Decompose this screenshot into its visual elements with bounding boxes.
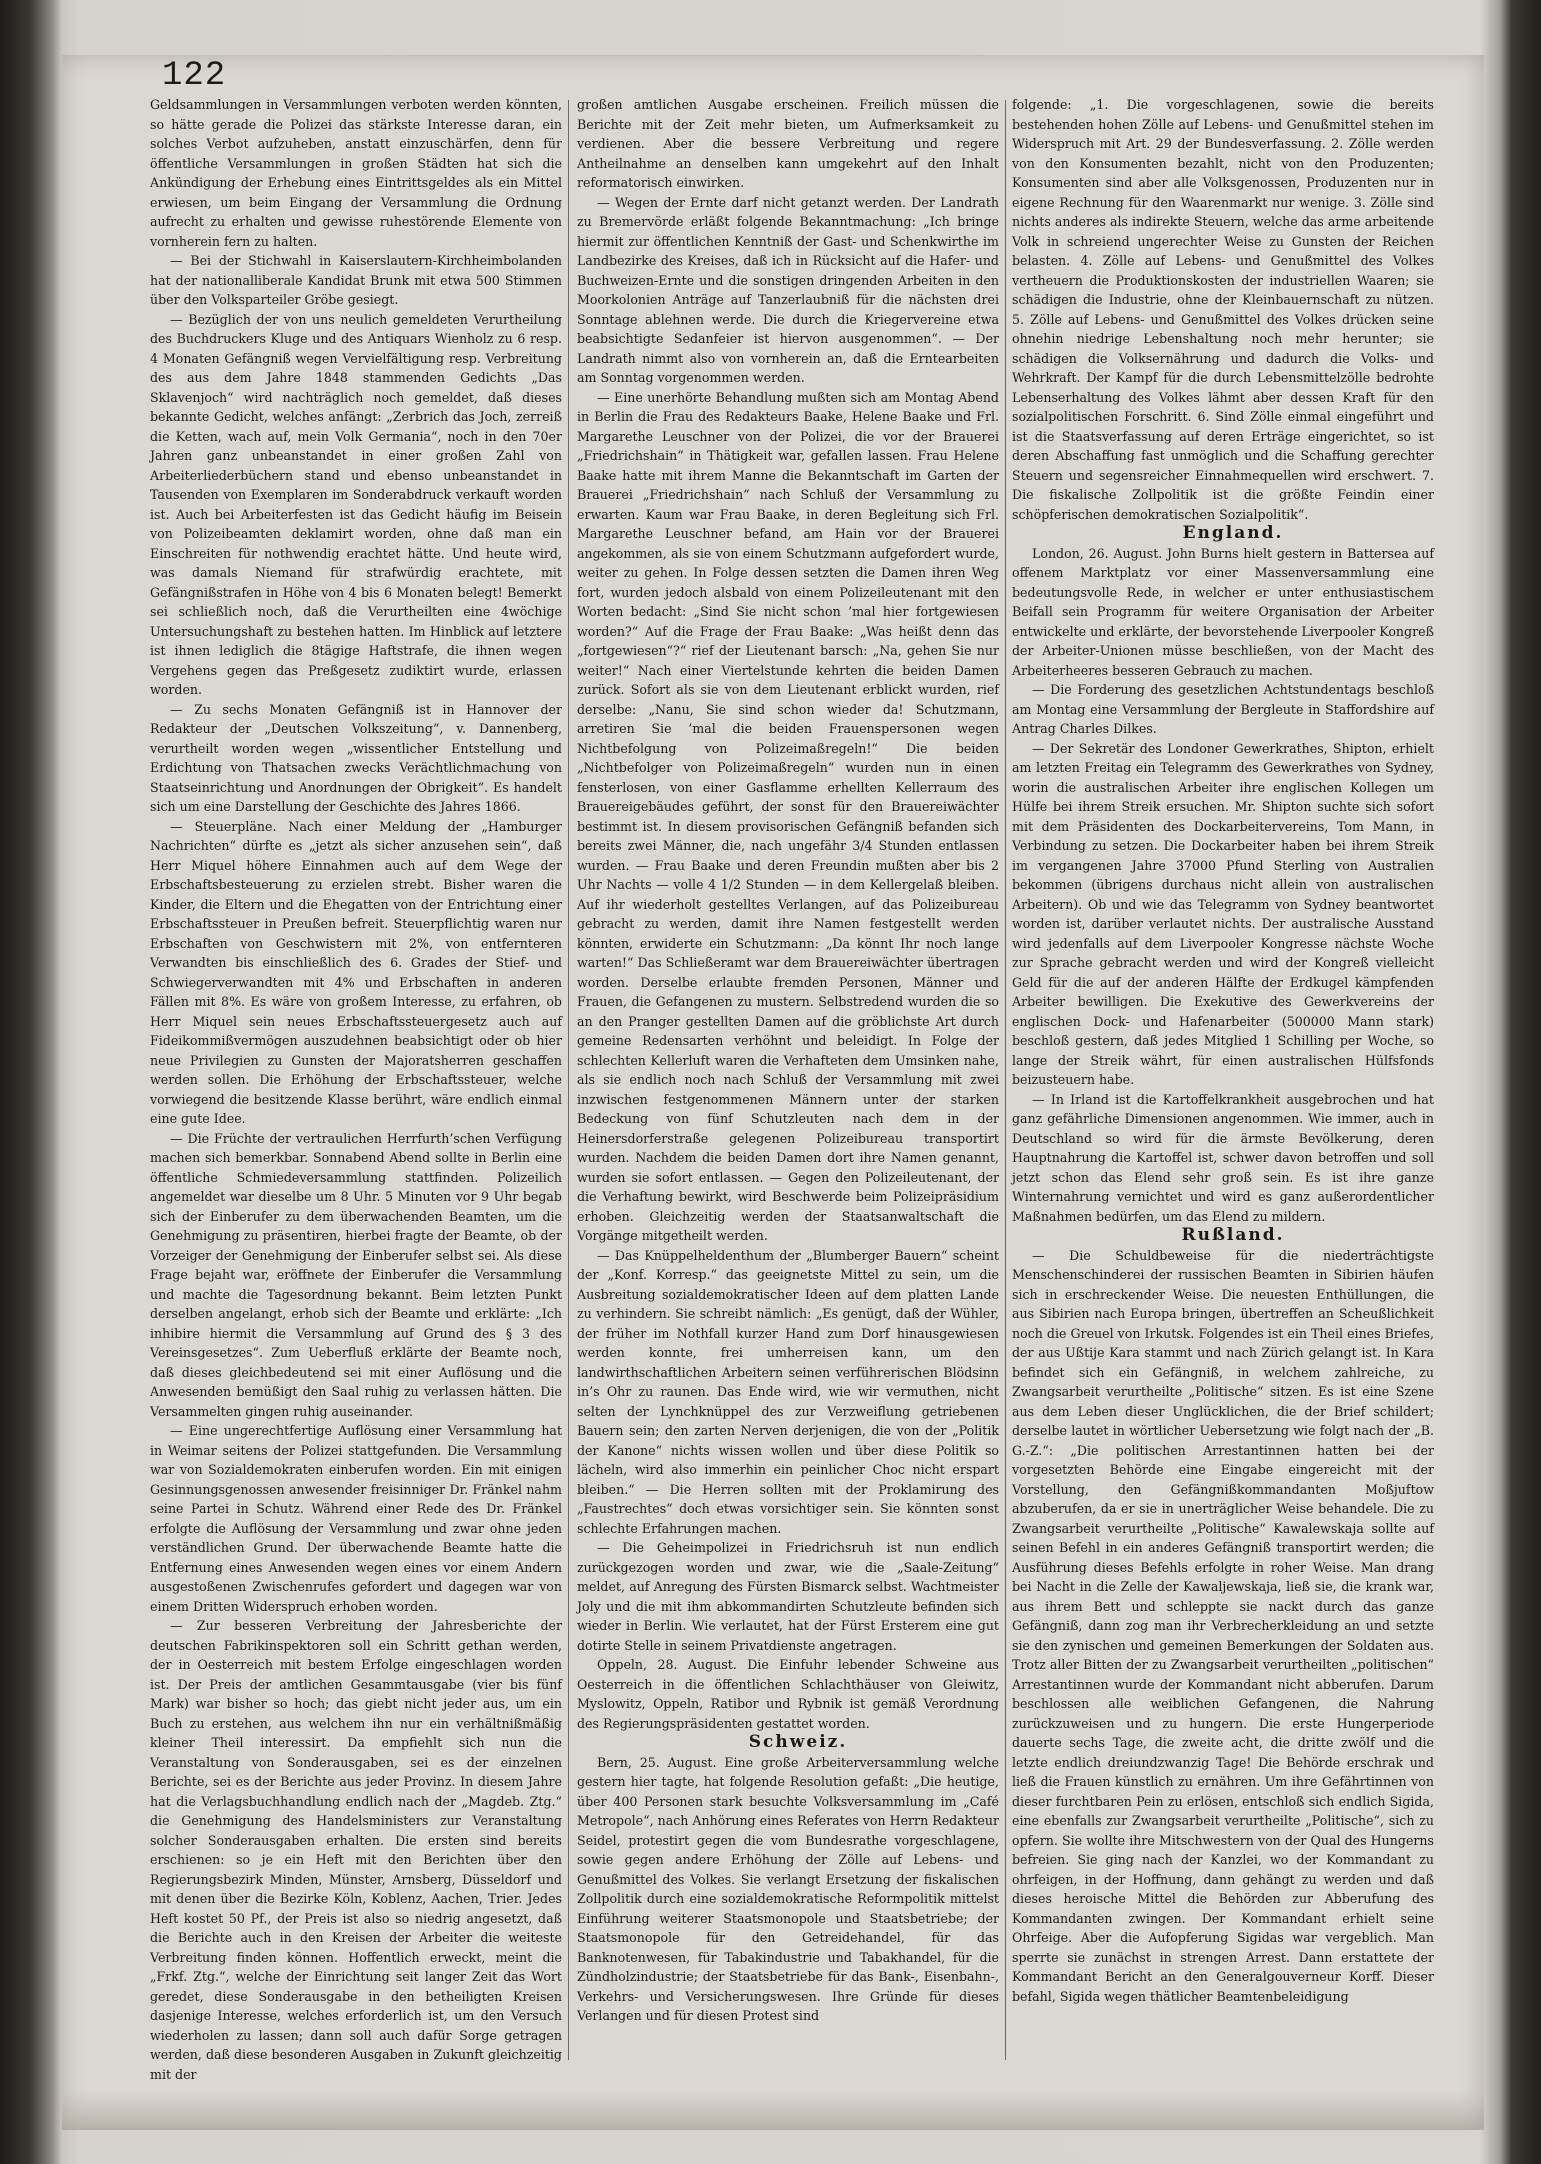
column-3 [1012,95,1434,2070]
column-2 [577,95,999,2070]
article-paragraph: — Bei der Stichwahl in Kaiserslautern-Kirchheimbolanden hat der nationalliberale Kandidat Brunk mit etwa 500 Stimmen über den Volksparteiler Gröbe gesiegt. [150,253,562,307]
article-paragraph: Geldsammlungen in Versammlungen verboten werden könnten, so hätte gerade die Polizei das stärkste Interesse daran, ein solches Verbot aufzuheben, anstatt einzuschärfen, denn für öffentliche Versammlungen in großen Städten hat sich die Ankündigung der Erhebung eines Eintrittsgeldes als ein Mittel erwiesen, um beim Eingang der Versammlung die Ordnung aufrecht zu erhalten und gewisse ruhestörende Elemente von vornherein fern zu halten. [150,97,562,249]
column-rule-left [568,100,569,2060]
article-paragraph: — Zu sechs Monaten Gefängniß ist in Hannover der Redakteur der „Deutschen Volkszeitung“, v. Dannenberg, verurtheilt worden wegen „wissentlicher Entstellung und Erdichtung von Thatsachen zwecks Verächtlichmachung von Staatseinrichtung und Anordnungen der Obrigkeit“. Es handelt sich um eine Darstellung der Geschichte des Jahres 1866. [150,701,562,814]
article-paragraph: — In Irland ist die Kartoffelkrankheit ausgebrochen und hat ganz gefährliche Dimensionen angenommen. Wie immer, auch in Deutschland so wird für die ärmste Bevölkerung, deren Hauptnahrung die Kartoffel ist, schwer davon betroffen und soll jetzt schon das Elend sehr groß sein. Es ist ihre ganze Winternahrung vernichtet und wird es ganz außerordentlicher Maßnahmen bedürfen, um das Elend zu mildern. [1012,1091,1434,1224]
article-paragraph: — Der Sekretär des Londoner Gewerkrathes, Shipton, erhielt am letzten Freitag ein Telegramm des Gewerkrathes von Sydney, worin die australischen Arbeiter ihre englischen Kollegen um Hülfe bei ihrem Streik ersuchen. Mr. Shipton suchte sich sofort mit dem Präsidenten des Dockarbeitervereins, Tom Mann, in Verbindung zu setzen. Die Dockarbeiter haben bei ihrem Streik im vergangenen Jahre 37000 Pfund Sterling von Australien bekommen (übrigens durchaus nicht allein von australischen Arbeitern). Ob und wie das Telegramm von Sydney beantwortet worden ist, darüber verlautet nichts. Der australische Ausstand wird jedenfalls auf dem Liverpooler Kongresse nächste Woche zur Sprache gebracht werden und wird der Kongreß vielleicht Geld für die auf der anderen Hälfte der Erdkugel kämpfenden Arbeiter bewilligen. Die Exekutive des Gewerkvereins der englischen Dock- und Hafenarbeiter (500000 Mann stark) beschloß gestern, daß jedes Mitglied 1 Schilling per Woche, so lange der Streik währt, für einen australischen Hülfsfonds beizusteuern habe. [1012,740,1434,1087]
article-paragraph: — Eine unerhörte Behandlung mußten sich am Montag Abend in Berlin die Frau des Redakteurs Baake, Helene Baake und Frl. Margarethe Leuschner von der Polizei, die vor der Brauerei „Friedrichshain“ in Thätigkeit war, gefallen lassen. Frau Helene Baake hatte mit ihrem Manne die Bekanntschaft im Garten der Brauerei „Friedrichshain“ nach Schluß der Versammlung zu erwarten. Kaum war Frau Baake, in deren Begleitung sich Frl. Margarethe Leuschner befand, am Hain vor der Brauerei angekommen, als sie von einem Schutzmann aufgefordert wurde, weiter zu gehen. In Folge dessen setzten die Damen ihren Weg fort, wurden jedoch alsbald von einem Polizeileutenant mit den Worten bedacht: „Sind Sie nicht schon ’mal hier fortgewiesen worden?“ Auf die Frage der Frau Baake: „Was heißt denn das „fortgewiesen“?“ rief der Lieutenant barsch: „Na, gehen Sie nur weiter!“ Nach einer Viertelstunde kehrten die beiden Damen zurück. Sofort als sie von dem Lieutenant erblickt wurden, rief derselbe: „Nanu, Sie sind schon wieder da! Schutzmann, arretiren Sie ’mal die beiden Frauenspersonen wegen Nichtbefolgung von Polizeimaßregeln!“ Die beiden „Nichtbefolger von Polizeimaßregeln“ wurden nun in einen fensterlosen, von einer Gasflamme erhellten Kellerraum des Brauereigebäudes geführt, der sonst für den Brauereiwächter bestimmt ist. In diesem provisorischen Gefängniß befanden sich bereits zwei Männer, die, nach ungefähr 3/4 Stunden entlassen wurden. — Frau Baake und deren Freundin mußten aber bis 2 Uhr Nachts — volle 4 1/2 Stunden — in dem Kellergelaß bleiben. Auf ihr wiederholt gestelltes Verlangen, auf das Polizeibureau gebracht zu werden, damit ihre Namen festgestellt werden könnten, erwiderte ein Schutzmann: „Da könnt Ihr noch lange warten!“ Das Schließeramt war dem Brauereiwächter übertragen worden. Derselbe erlaubte fremden Personen, Männer und Frauen, die Gefangenen zu mustern. Selbstredend wurden die so an den Pranger gestellten Damen auf die gröblichste Art durch gemeine Redensarten verhöhnt und beleidigt. In Folge der schlechten Kellerluft waren die Verhafteten dem Umsinken nahe, als sie endlich noch nach Schluß der Versammlung mit zwei inzwischen festgenommenen Männern unter der starken Bedeckung von fünf Schutzleuten nach dem in der Heinersdorferstraße gelegenen Polizeibureau transportirt wurden. Nachdem die beiden Damen dort ihre Namen genannt, wurden sie sofort entlassen. — Gegen den Polizeileutenant, der die Verhaftung bewirkt, wird Beschwerde beim Polizeipräsidium erhoben. Gleichzeitig werden der Staatsanwaltschaft die Vorgänge mitgetheilt werden. [577,389,999,1243]
article-paragraph: — Zur besseren Verbreitung der Jahresberichte der deutschen Fabrikinspektoren soll ein Schritt gethan werden, der in Oesterreich mit bestem Erfolge eingeschlagen worden ist. Der Preis der amtlichen Gesammtausgabe (vier bis fünf Mark) war bisher so hoch; das giebt nicht jeder aus, um ein Buch zu erstehen, aus welchem ihn nur ein verhältnißmäßig kleiner Theil interessirt. Da empfiehlt sich nun die Veranstaltung von Sonderausgaben, sei es der einzelnen Berichte, sei es der Berichte aus jeder Provinz. In diesem Jahre hat die Verlagsbuchhandlung endlich nach der „Magdeb. Ztg.“ die Genehmigung des Handelsministers zur Veranstaltung solcher Sonderausgaben erhalten. Die ersten sind bereits erschienen: so je ein Heft mit den Berichten über den Regierungsbezirk Minden, Münster, Arnsberg, Düsseldorf und mit denen über die Bezirke Köln, Koblenz, Aachen, Trier. Jedes Heft kostet 50 Pf., der Preis ist also so niedrig angesetzt, daß die Berichte auch in den Kreisen der Arbeiter die weiteste Verbreitung finden können. Hoffentlich erweckt, meint die „Frkf. Ztg.“, welche der Einrichtung seit langer Zeit das Wort geredet, diese Sonderausgabe in den betheiligten Kreisen dasjenige Interesse, welches erforderlich ist, um den Versuch wiederholen zu lassen; dann soll auch dafür Sorge getragen werden, daß diese besonderen Ausgaben in Zukunft gleichzeitig mit der [150,1618,562,2082]
page-bottom-shade [62,2090,1484,2130]
article-paragraph: — Die Früchte der vertraulichen Herrfurth’schen Verfügung machen sich bemerkbar. Sonnabend Abend sollte in Berlin eine öffentliche Schmiedeversammlung stattfinden. Polizeilich angemeldet war dieselbe um 8 Uhr. 5 Minuten vor 9 Uhr begab sich der Einberufer zu dem überwachenden Beamten, um die Genehmigung zu präsentiren, hierbei fragte der Beamte, ob der Vorzeiger der Genehmigung der Einberufer selbst sei. Als diese Frage bejaht war, eröffnete der Einberufer die Versammlung und machte die Tagesordnung bekannt. Beim letzten Punkt derselben angelangt, erhob sich der Beamte und erklärte: „Ich inhibire hiermit die Versammlung auf Grund des § 3 des Vereinsgesetzes“. Zum Ueberfluß erklärte der Beamte noch, daß dieses gleichbedeutend sei mit einer Auflösung und die Anwesenden bemüßigt den Saal ruhig zu verlassen hätten. Die Versammelten gingen ruhig auseinander. [150,1130,562,1419]
article-paragraph: — Bezüglich der von uns neulich gemeldeten Verurtheilung des Buchdruckers Kluge und des Antiquars Wienholz zu 6 resp. 4 Monaten Gefängniß wegen Vervielfältigung resp. Verbreitung des aus dem Jahre 1848 stammenden Gedichts „Das Sklavenjoch“ wird nachträglich noch gemeldet, daß dieses bekannte Gedicht, welches anfängt: „Zerbrich das Joch, zerreiß die Ketten, wach auf, mein Volk Germania“, noch in den 70er Jahren ganz unbeanstandet in einer großen Zahl von Arbeiterliederbüchern stand und ebenso unbeanstandet in Tausenden von Exemplaren im Sonderabdruck verkauft worden ist. Auch bei Arbeiterfesten ist das Gedicht häufig im Beisein von Polizeibeamten deklamirt worden, ohne daß man ein Einschreiten für nothwendig erachtet hätte. Und heute wird, was damals Niemand für strafwürdig erachtete, mit Gefängnißstrafen in Höhe von 4 bis 6 Monaten belegt! Bemerkt sei schließlich noch, daß die Verurtheilten eine 4wöchige Untersuchungshaft zu bestehen hatten. Im Hinblick auf letztere ist ihnen lediglich die 8tägige Haftstrafe, die ihnen wegen Vergehens gegen das Preßgesetz zudiktirt wurde, erlassen worden. [150,311,562,697]
article-paragraph: Bern, 25. August. Eine große Arbeiterversammlung welche gestern hier tagte, hat folgende Resolution gefaßt: „Die heutige, über 400 Personen stark besuchte Volksversammlung im „Café Metropole“, nach Anhörung eines Referates von Herrn Redakteur Seidel, protestirt gegen die vom Bundesrathe vorgeschlagene, sowie gegen andere Erhöhung der Zölle auf Lebens- und Genußmittel des Volkes. Sie verlangt Ersetzung der fiskalischen Zollpolitik durch eine sozialdemokratische Reformpolitik mittelst Einführung weiterer Staatsmonopole und Staatsbetriebe; der Staatsmonopole für den Getreidehandel, für das Banknotenwesen, für Tabakindustrie und Tabakhandel, für die Zündholzindustrie; der Staatsbetriebe für das Bank-, Eisenbahn-, Verkehrs- und Versicherungswesen. Ihre Gründe für dieses Verlangen und für diesen Protest sind [577,1754,999,2023]
column-1 [150,95,562,2082]
article-paragraph: Oppeln, 28. August. Die Einfuhr lebender Schweine aus Oesterreich in die öffentlichen Schlachthäuser von Gleiwitz, Myslowitz, Oppeln, Ratibor und Rybnik ist gemäß Verordnung des Regierungspräsidenten gestattet worden. [577,1657,999,1731]
article-paragraph: — Eine ungerechtfertige Auflösung einer Versammlung hat in Weimar seitens der Polizei stattgefunden. Die Versammlung war von Sozialdemokraten einberufen worden. Ein mit einigen Gesinnungsgenossen anwesender freisinniger Dr. Fränkel nahm seine Partei in Schutz. Während einer Rede des Dr. Fränkel erfolgte die Auflösung der Versammlung und zwar ohne jeden verständlichen Grund. Der überwachende Beamte hatte die Entfernung eines Anwesenden wegen eines vor einem Andern ausgestoßenen Zwischenrufes gefordert und dagegen war von einem Dritten Widerspruch erhoben worden. [150,1423,562,1614]
article-paragraph: großen amtlichen Ausgabe erscheinen. Freilich müssen die Berichte mit der Zeit mehr bieten, um Aufmerksamkeit zu verdienen. Aber die bessere Verbreitung und regere Antheilnahme an denselben kann umgekehrt auf den Inhalt reformatorisch einwirken. [577,97,999,190]
section-heading-england: England. [1182,523,1284,543]
article-paragraph: London, 26. August. John Burns hielt gestern in Battersea auf offenem Marktplatz vor einer Massenversammlung eine bedeutungsvolle Rede, in welcher er unter enthusiastischem Beifall sein Programm für weitere Organisation der Arbeiter entwickelte und erklärte, der bevorstehende Liverpooler Kongreß der Arbeiter-Unionen müsse beschließen, von der Macht des Arbeiterheeres besseren Gebrauch zu machen. [1012,545,1434,678]
column-rule-right [1005,100,1006,2060]
article-paragraph: — Die Schuldbeweise für die niederträchtigste Menschenschinderei der russischen Beamten in Sibirien häufen sich in erschreckender Weise. Die neuesten Enthüllungen, die aus Sibirien nach Europa bringen, übertreffen an Scheußlichkeit noch die Greuel von Irkutsk. Folgendes ist ein Theil eines Briefes, der aus Ußtije Kara stammt und nach Zürich gelangt ist. In Kara befindet sich ein Gefängniß, in welchem zahlreiche, zu Zwangsarbeit verurtheilte „Politische“ sitzen. Es ist eine Szene aus dem Leben dieser Unglücklichen, die der Brief schildert; derselbe lautet in wörtlicher Uebersetzung wie folgt nach der „B. G.-Z.“: „Die politischen Arrestantinnen hatten bei der vorgesetzten Behörde eine Eingabe eingereicht mit der Vorstellung, den Gefängnißkommandanten Moßjuftow abzuberufen, da er sie in unerträglicher Weise behandele. Die zu Zwangsarbeit verurtheilte „Politische“ Kawalewskaja sollte auf seinen Befehl in ein anderes Gefängniß transportirt werden; die Ausführung dieses Befehls erfolgte in roher Weise. Man drang bei Nacht in die Zelle der Kawaljewskaja, ließ sie, die krank war, aus ihrem Bett und schleppte sie nackt durch das ganze Gefängniß, dann zog man ihr Verbrecherkleidung an und setzte sie den zynischen und gemeinen Bemerkungen der Soldaten aus. Trotz aller Bitten der zu Zwangsarbeit verurtheilten „politischen“ Arrestantinnen wurde der Kommandant nicht abberufen. Darum beschlossen alle weiblichen Gefangenen, die Nahrung zurückzuweisen und zu hungern. Die erste Hungerperiode dauerte sechs Tage, die zweite acht, die dritte zwölf und die letzte endlich dreiundzwanzig Tage! Die Behörde erschrak und ließ die Frauen künstlich zu ernähren. Um ihre Gefährtinnen von dieser furchtbaren Pein zu erlösen, entschloß sich endlich Sigida, eine ebenfalls zur Zwangsarbeit verurtheilte „Politische“, sich zu opfern. Sie wollte ihre Mitschwestern von der Qual des Hungerns befreien. Sie ging nach der Kanzlei, wo der Kommandant zu ohrfeigen, in der Hoffnung, dann gehängt zu werden und daß dieses heroische Mittel die Behörden zur Abberufung des Kommandanten zwingen. Der Kommandant erhielt seine Ohrfeige. Aber die Aufopferung Sigidas war vergeblich. Man sperrte sie zunächst in strengen Arrest. Dann erstattete der Kommandant Bericht an den Generalgouverneur Korff. Dieser befahl, Sigida wegen thätlicher Beamtenbeleidigung [1012,1247,1434,2004]
article-paragraph: — Wegen der Ernte darf nicht getanzt werden. Der Landrath zu Bremervörde erläßt folgende Bekanntmachung: „Ich bringe hiermit zur öffentlichen Kenntniß der Gast- und Schenkwirthe im Landbezirke des Kreises, daß ich in Rücksicht auf die Hafer- und Buchweizen-Ernte und die sonstigen dringenden Arbeiten in den Moorkolonien Anträge auf Tanzerlaubniß für die nächsten drei Sonntage ablehnen werde. Die durch die Kriegervereine etwa beabsichtigte Sedanfeier ist hiervon ausgenommen“. — Der Landrath nimmt also von vornherein an, daß die Erntearbeiten am Sonntag vorgenommen werden. [577,194,999,385]
newspaper-page [62,55,1484,2130]
article-paragraph: — Das Knüppelheldenthum der „Blumberger Bauern“ scheint der „Konf. Korresp.“ das geeignetste Mittel zu sein, um die Ausbreitung sozialdemokratischer Ideen auf dem platten Lande zu verhindern. Sie schreibt nämlich: „Es genügt, daß der Wühler, der früher im Nothfall kurzer Hand zum Dorf hinausgewiesen werden konnte, frei umherreisen kann, um den landwirthschaftlichen Arbeitern seinen verführerischen Blödsinn in’s Ohr zu raunen. Das Ende wird, wie wir vermuthen, nicht selten der Lynchknüppel des zur Verzweiflung getriebenen Bauern sein; den zarten Nerven derjenigen, die von der „Politik der Kanone“ nichts wissen wollen und über diese Politik so lächeln, wird also immerhin ein peinlicher Choc nicht erspart bleiben.“ — Die Herren sollten mit der Proklamirung des „Faustrechtes“ doch etwas vorsichtiger sein. Sie könnten sonst schlechte Erfahrungen machen. [577,1247,999,1536]
section-heading-schweiz: Schweiz. [748,1732,848,1752]
section-heading-russland: Rußland. [1181,1225,1285,1245]
article-paragraph: — Steuerpläne. Nach einer Meldung der „Hamburger Nachrichten“ dürfte es „jetzt als sicher anzusehen sein“, daß Herr Miquel höhere Einnahmen auch auf dem Wege der Erbschaftsbesteuerung zu erzielen strebt. Bisher waren die Kinder, die Eltern und die Ehegatten von der Entrichtung einer Erbschaftssteuer in Preußen befreit. Steuerpflichtig waren nur Erbschaften von Geschwistern mit 2%, von entfernteren Verwandten bis einschließlich des 6. Grades der Stief- und Schwiegerverwandten mit 4% und Erbschaften in anderen Fällen mit 8%. Es wäre von großem Interesse, zu erfahren, ob Herr Miquel sein neues Erbschaftssteuergesetz auch auf Fideikommißvermögen auszudehnen beabsichtigt oder ob hier neue Privilegien zu Gunsten der Majoratsherren geschaffen werden sollen. Die Erhöhung der Erbschaftssteuer, welche vorwiegend die besitzende Klasse berührt, wäre endlich einmal eine gute Idee. [150,818,562,1126]
article-paragraph: folgende: „1. Die vorgeschlagenen, sowie die bereits bestehenden hohen Zölle auf Lebens- und Genußmittel stehen im Widerspruch mit Art. 29 der Bundesverfassung. 2. Zölle werden von den Konsumenten bezahlt, nicht von den Produzenten; Konsumenten sind aber alle Volksgenossen, Produzenten nur in eigene Rechnung für den Waarenmarkt nur wenige. 3. Zölle sind nichts anderes als indirekte Steuern, welche das arme arbeitende Volk in schreiend ungerechter Weise zu Gunsten der Reichen belasten. 4. Zölle auf Lebens- und Genußmittel des Volkes vertheuern die Produktionskosten der industriellen Waaren; sie schädigen die Industrie, ohne der Kleinbauernschaft zu nützen. 5. Zölle auf Lebens- und Genußmittel des Volkes drücken seine ohnehin niedrige Lebenshaltung noch mehr herunter; sie schädigen die Volksernährung und dadurch die Volks- und Wehrkraft. Der Kampf für die durch Lebensmittelzölle bedrohte Lebenserhaltung des Volkes lähmt aber dessen Kraft für den sozialpolitischen Forschritt. 6. Sind Zölle einmal eingeführt und ist die Staatsverfassung auf deren Erträge eingerichtet, so ist deren Abschaffung fast unmöglich und die Schaffung gerechter Steuern und segensreicher Einnahmequellen wird erschwert. 7. Die fiskalische Zollpolitik ist die größte Feindin einer schöpferischen demokratischen Sozialpolitik“. [1012,97,1434,522]
article-paragraph: — Die Forderung des gesetzlichen Achtstundentags beschloß am Montag eine Versammlung der Bergleute in Staffordshire auf Antrag Charles Dilkes. [1012,682,1434,736]
article-paragraph: — Die Geheimpolizei in Friedrichsruh ist nun endlich zurückgezogen worden und zwar, wie die „Saale-Zeitung“ meldet, auf Anregung des Fürsten Bismarck selbst. Wachtmeister Joly und die mit ihm abkommandirten Schutzleute befinden sich wieder in Berlin. Wie verlautet, hat der Fürst Ersterem eine gut dotirte Stelle in seinem Privatdienste angetragen. [577,1540,999,1653]
page-number: 122 [162,57,227,95]
